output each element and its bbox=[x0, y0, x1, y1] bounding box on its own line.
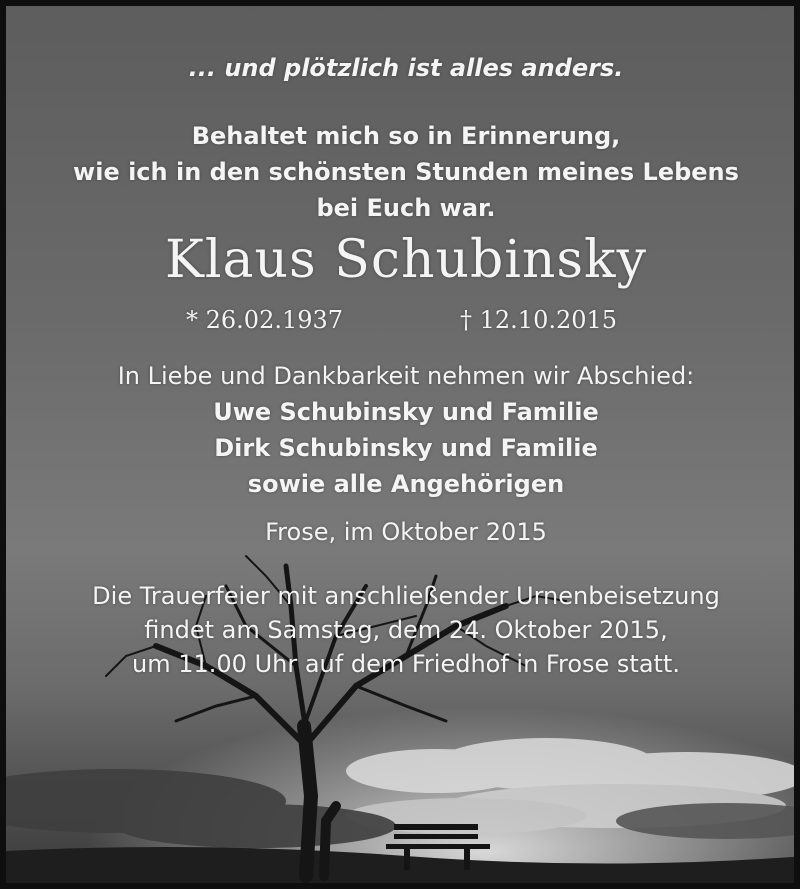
verse-line: Behaltet mich so in Erinnerung, bbox=[191, 122, 621, 150]
verse-line: wie ich in den schönsten Stunden meines Lebens bbox=[73, 158, 739, 186]
motto: ... und plötzlich ist alles anders. bbox=[188, 54, 624, 82]
life-dates bbox=[6, 306, 800, 340]
mourner: Dirk Schubinsky und Familie bbox=[214, 434, 598, 462]
mourners-list bbox=[6, 394, 800, 502]
place-date: Frose, im Oktober 2015 bbox=[265, 518, 547, 546]
mourner: Uwe Schubinsky und Familie bbox=[213, 398, 599, 426]
deceased-name: Klaus Schubinsky bbox=[165, 230, 647, 290]
funeral-info bbox=[6, 579, 800, 681]
death-date: † 12.10.2015 bbox=[460, 306, 618, 334]
birth-date: * 26.02.1937 bbox=[186, 306, 344, 334]
mourner: sowie alle Angehörigen bbox=[247, 470, 565, 498]
funeral-info-line: Die Trauerfeier mit anschließender Urnenbeisetzung bbox=[92, 582, 720, 610]
funeral-info-line: findet am Samstag, dem 24. Oktober 2015, bbox=[144, 616, 668, 644]
memorial-verse bbox=[6, 118, 800, 226]
verse-line: bei Euch war. bbox=[316, 194, 496, 222]
funeral-info-line: um 11.00 Uhr auf dem Friedhof in Frose statt. bbox=[132, 650, 680, 678]
farewell-intro: In Liebe und Dankbarkeit nehmen wir Abschied: bbox=[117, 362, 695, 390]
